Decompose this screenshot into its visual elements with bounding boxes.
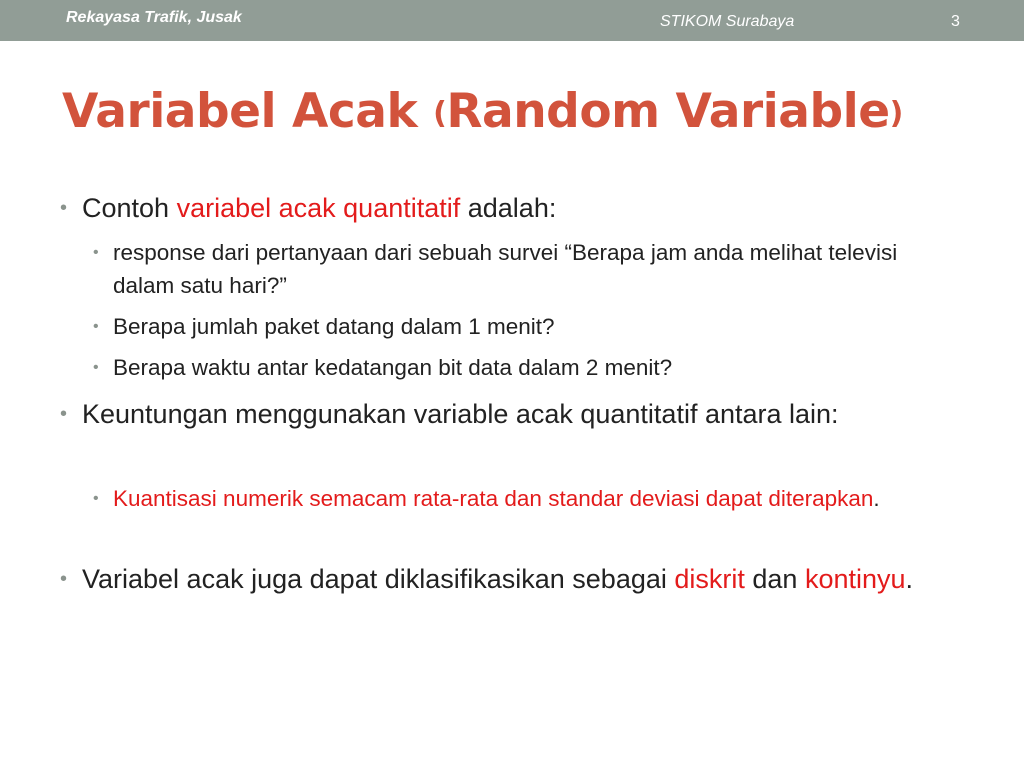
bullet-marker: • bbox=[60, 568, 68, 590]
bullet-classification bbox=[60, 561, 942, 597]
subbullet-text: . bbox=[873, 486, 880, 511]
subbullet-highlight: Kuantisasi numerik semacam rata-rata dan standar deviasi dapat diterapkan bbox=[113, 486, 874, 511]
bullet-text: dan bbox=[744, 564, 805, 594]
bullet-text: Keuntungan menggunakan variable acak quantitatif antara lain: bbox=[82, 399, 839, 429]
bullet-highlight-continuous: kontinyu bbox=[804, 564, 906, 594]
subbullet-quantization bbox=[93, 482, 953, 515]
bullet-marker: • bbox=[93, 490, 99, 507]
title-close-paren: ) bbox=[889, 96, 903, 131]
header-author: Rekayasa Trafik, Jusak bbox=[66, 9, 242, 26]
title-open-paren: ( bbox=[433, 96, 447, 131]
subbullet-interarrival bbox=[93, 351, 953, 384]
subbullet-packets bbox=[93, 310, 953, 343]
bullet-text: Contoh bbox=[82, 193, 177, 223]
bullet-marker: • bbox=[93, 359, 99, 376]
bullet-marker: • bbox=[93, 318, 99, 335]
header-institution: STIKOM Surabaya bbox=[660, 13, 795, 30]
title-inner: Random Variable bbox=[446, 84, 890, 139]
header-bar bbox=[0, 0, 1024, 41]
page-number: 3 bbox=[951, 13, 960, 30]
bullet-advantages bbox=[60, 396, 882, 432]
bullet-text: adalah: bbox=[460, 193, 557, 223]
bullet-text: . bbox=[905, 564, 914, 594]
bullet-marker: • bbox=[93, 244, 99, 261]
bullet-text: Variabel acak juga dapat diklasifikasikan sebagai bbox=[82, 564, 675, 594]
bullet-marker: • bbox=[60, 403, 68, 425]
title-main: Variabel Acak bbox=[62, 84, 434, 139]
bullet-marker: • bbox=[60, 197, 68, 219]
bullet-highlight-discrete: diskrit bbox=[674, 564, 745, 594]
bullet-highlight: variabel acak quantitatif bbox=[176, 193, 461, 223]
slide-title bbox=[62, 84, 903, 139]
subbullet-text: response dari pertanyaan dari sebuah survei “Berapa jam anda melihat televisi dalam satu hari?” bbox=[113, 240, 898, 298]
subbullet-survey bbox=[93, 236, 953, 302]
subbullet-text: Berapa waktu antar kedatangan bit data dalam 2 menit? bbox=[113, 355, 673, 380]
bullet-example bbox=[60, 190, 962, 226]
subbullet-text: Berapa jumlah paket datang dalam 1 menit? bbox=[113, 314, 555, 339]
